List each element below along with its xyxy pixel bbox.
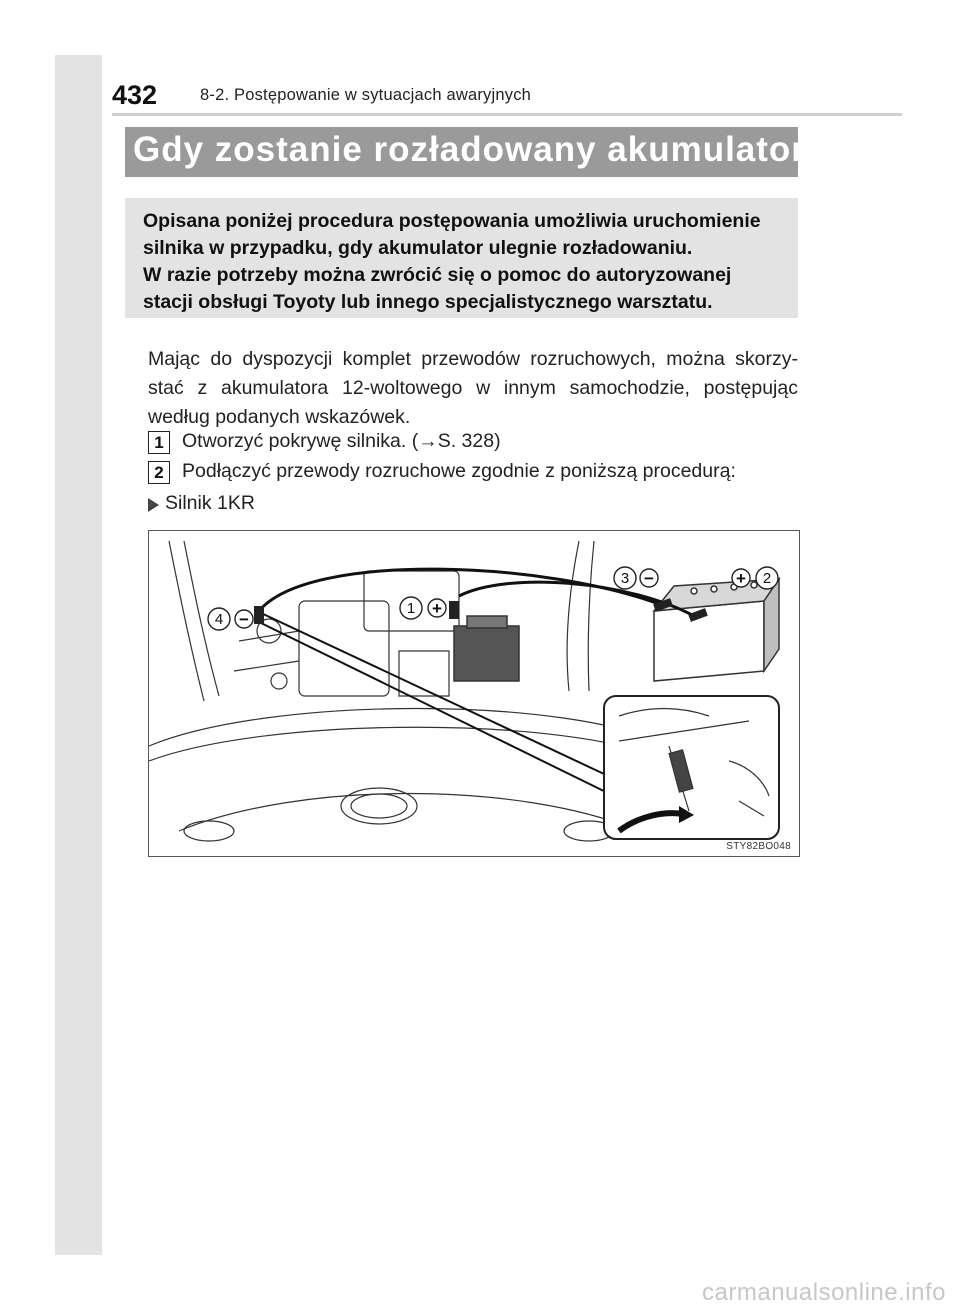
side-strip: [55, 55, 102, 1255]
page-title: Gdy zostanie rozładowany akumulator: [133, 130, 806, 169]
step-number-badge: 1: [148, 431, 170, 454]
callout-1: 1: [406, 600, 416, 617]
section-title: 8-2. Postępowanie w sytuacjach awaryjnych: [200, 86, 532, 104]
triangle-bullet-icon: [148, 498, 159, 512]
watermark: carmanualsonline.info: [702, 1279, 946, 1306]
engine-illustration: [148, 530, 800, 857]
page-number: 432: [112, 80, 158, 110]
plus-icon: +: [432, 599, 442, 618]
body-paragraph: Mając do dyspozycji komplet przewodów rozruchowych, można skorzy-stać z akumulatora 12-woltowego w innym samochodzie, postępując według podanych wskazówek.: [148, 348, 798, 428]
intro-box: [125, 198, 798, 318]
minus-icon: −: [644, 569, 654, 588]
intro-text: [143, 208, 788, 316]
callout-3: 3: [620, 570, 630, 587]
bullet-text: Silnik 1KR: [165, 492, 255, 514]
jump-start-diagram: [149, 531, 799, 856]
intro-line: Opisana poniżej procedura postępowania umożliwia uruchomienie: [143, 210, 761, 232]
callout-2: 2: [762, 570, 772, 587]
step-text: Otworzyć pokrywę silnika. (→S. 328): [182, 430, 501, 452]
callout-4: 4: [214, 611, 224, 628]
header-rule: [112, 113, 902, 116]
minus-icon: −: [239, 610, 249, 629]
page-header: [112, 80, 902, 112]
intro-line: stacji obsługi Toyoty lub innego specjalistycznego warsztatu.: [143, 291, 713, 313]
figure-code: STY82BO048: [726, 841, 791, 852]
step-2: [148, 461, 808, 485]
intro-line: silnika w przypadku, gdy akumulator ulegnie rozładowaniu.: [143, 237, 693, 259]
intro-line: W razie potrzeby można zwrócić się o pomoc do autoryzowanej: [143, 264, 732, 286]
step-number-badge: 2: [148, 461, 170, 484]
plus-icon: +: [736, 569, 746, 588]
step-text: Podłączyć przewody rozruchowe zgodnie z poniższą procedurą:: [182, 460, 736, 482]
step-1: [148, 431, 808, 455]
title-bar: [125, 127, 806, 177]
